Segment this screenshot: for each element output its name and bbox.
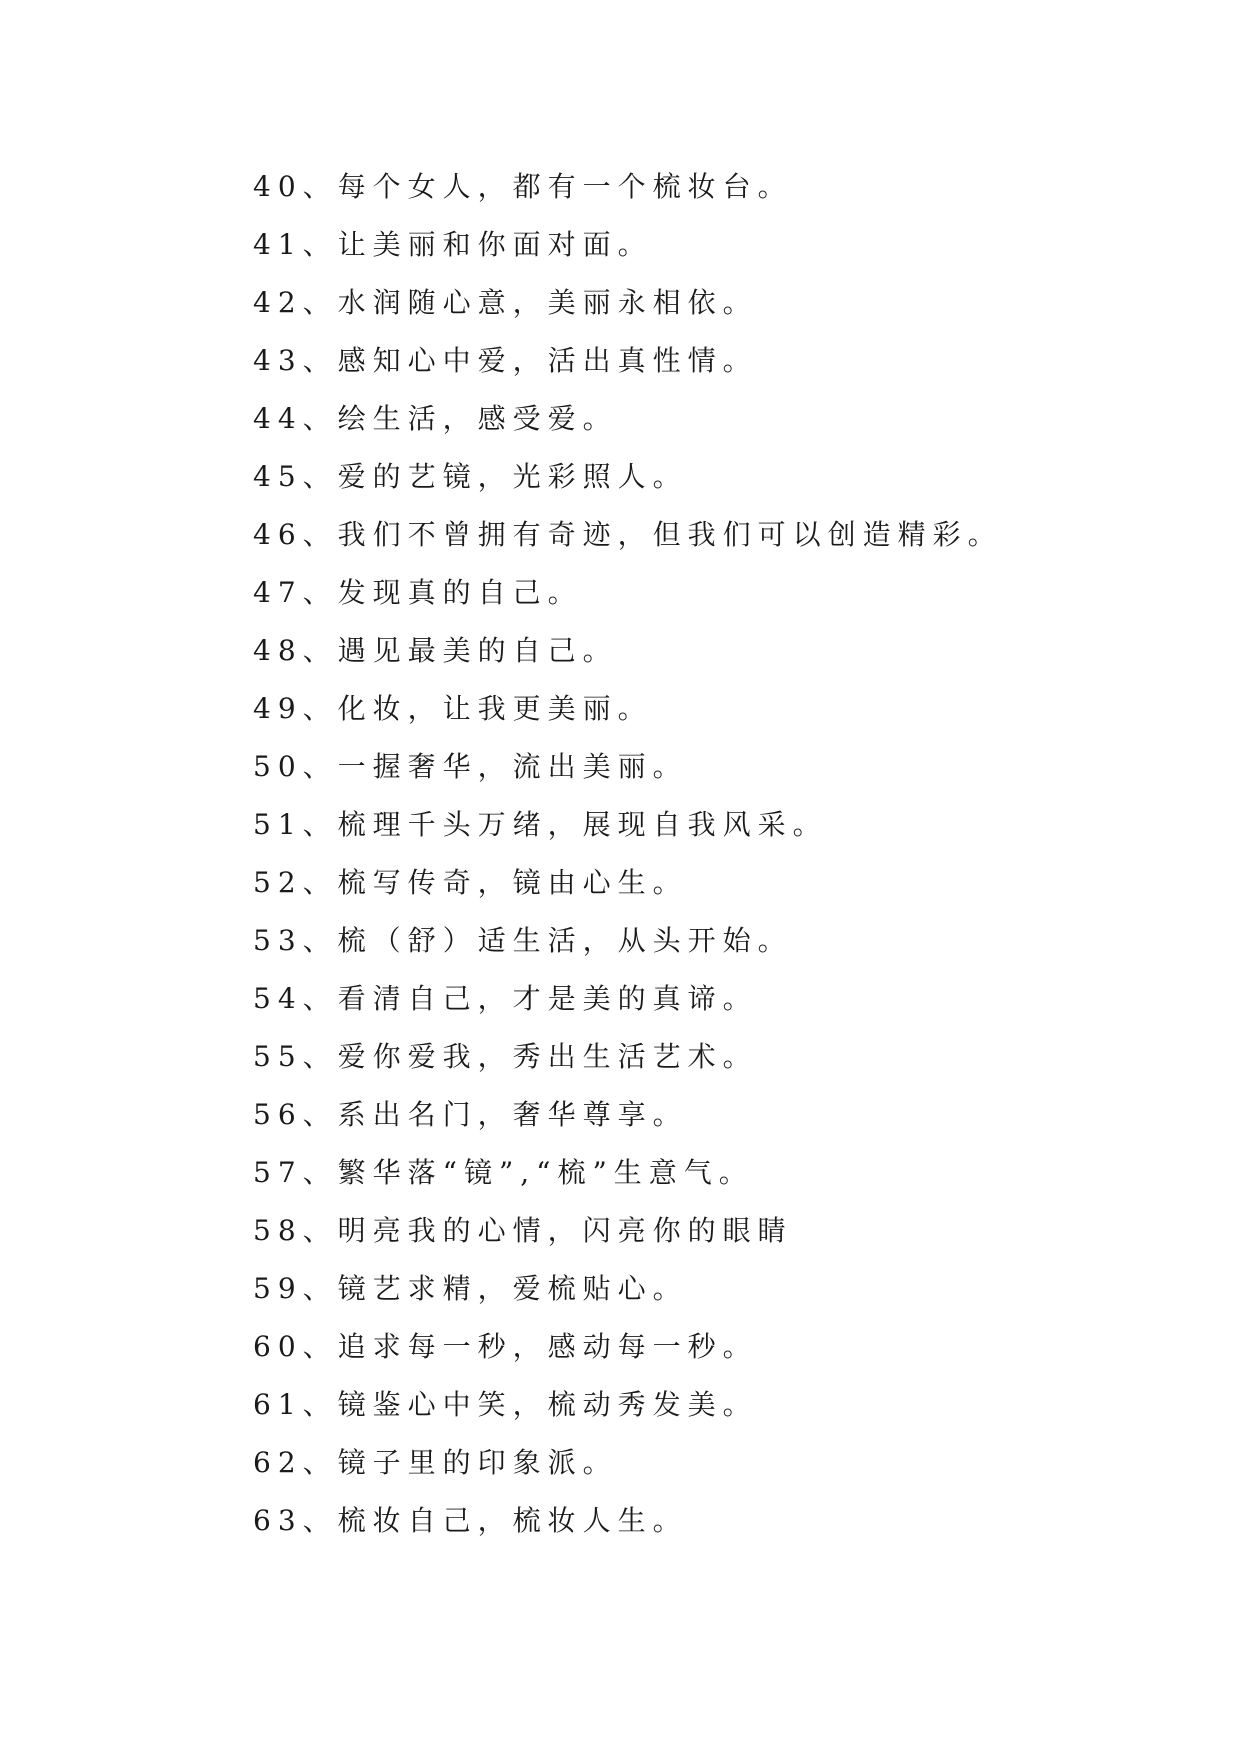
list-item: 47、发现真的自己。 — [253, 576, 583, 609]
list-item: 44、绘生活，感受爱。 — [253, 402, 618, 435]
list-item: 51、梳理千头万绪，展现自我风采。 — [253, 808, 828, 841]
list-item: 58、明亮我的心情，闪亮你的眼睛 — [253, 1214, 793, 1247]
list-item: 56、系出名门，奢华尊享。 — [253, 1098, 688, 1131]
list-item: 60、追求每一秒，感动每一秒。 — [253, 1330, 758, 1363]
list-item: 43、感知心中爱，活出真性情。 — [253, 344, 758, 377]
slogan-list — [253, 158, 1153, 1550]
list-item: 41、让美丽和你面对面。 — [253, 228, 653, 261]
list-item: 50、一握奢华，流出美丽。 — [253, 750, 688, 783]
list-item: 45、爱的艺镜，光彩照人。 — [253, 460, 688, 493]
list-item: 53、梳（舒）适生活，从头开始。 — [253, 924, 793, 957]
list-item: 52、梳写传奇，镜由心生。 — [253, 866, 688, 899]
list-item: 59、镜艺求精，爱梳贴心。 — [253, 1272, 688, 1305]
list-item: 61、镜鉴心中笑，梳动秀发美。 — [253, 1388, 758, 1421]
list-item: 57、繁华落“镜”,“梳”生意气。 — [253, 1156, 754, 1189]
list-item: 40、每个女人，都有一个梳妆台。 — [253, 170, 793, 203]
list-item: 48、遇见最美的自己。 — [253, 634, 618, 667]
list-item: 46、我们不曾拥有奇迹，但我们可以创造精彩。 — [253, 518, 1003, 551]
list-item: 62、镜子里的印象派。 — [253, 1446, 618, 1479]
list-item: 54、看清自己，才是美的真谛。 — [253, 982, 758, 1015]
list-item: 55、爱你爱我，秀出生活艺术。 — [253, 1040, 758, 1073]
list-item: 49、化妆，让我更美丽。 — [253, 692, 653, 725]
list-item: 63、梳妆自己，梳妆人生。 — [253, 1504, 688, 1537]
list-item: 42、水润随心意，美丽永相依。 — [253, 286, 758, 319]
